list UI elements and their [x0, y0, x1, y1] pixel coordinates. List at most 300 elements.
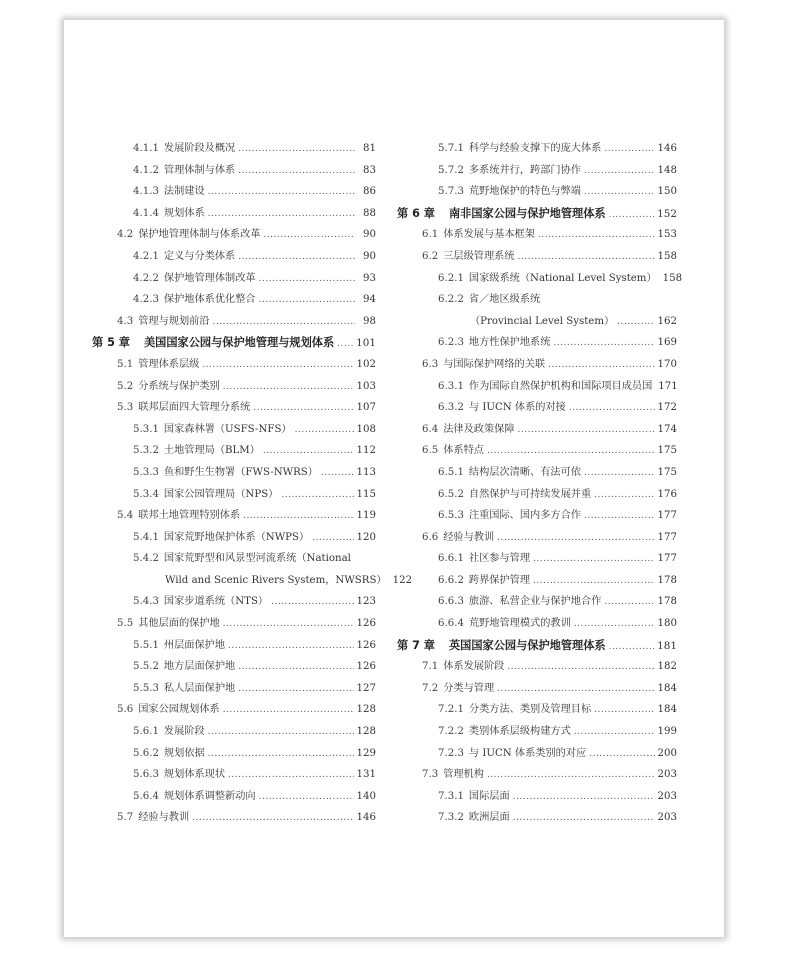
section-title: 国家级系统（National Level System）: [468, 272, 657, 284]
dot-leader: [584, 506, 655, 528]
page-number: 150: [657, 186, 677, 198]
toc-entry[interactable]: [92, 613, 376, 635]
dot-leader: [213, 312, 355, 334]
page-number: 199: [657, 726, 677, 738]
page-number: 182: [657, 661, 677, 673]
toc-entry[interactable]: [92, 419, 376, 441]
dot-leader: [574, 722, 655, 744]
page-number: 203: [657, 812, 677, 824]
page-number: 128: [356, 704, 376, 716]
section-title: 管理体制与体系: [163, 164, 236, 176]
section-title: 鱼和野生生物署（FWS-NWRS）: [163, 466, 318, 478]
section-number: 6.1: [422, 229, 439, 241]
section-title: 规划依据: [163, 747, 205, 759]
section-title: 与 IUCN 体系的对接: [468, 402, 566, 414]
toc-entry[interactable]: [397, 332, 677, 354]
dot-leader: [321, 463, 354, 485]
section-title: 规划体系: [163, 207, 205, 219]
page-number: 177: [657, 510, 677, 522]
page-number: 126: [356, 639, 376, 651]
dot-leader: [584, 182, 655, 204]
section-number: 7.2.1: [438, 704, 464, 716]
page-number: 115: [356, 488, 376, 500]
dot-leader: [497, 528, 654, 550]
page-number: 158: [662, 272, 683, 284]
section-number: 5.6.3: [133, 769, 159, 781]
section-number: 5.4.1: [133, 531, 159, 543]
section-number: 5.4.2: [133, 553, 159, 565]
page-number: 184: [657, 704, 677, 716]
dot-leader: [271, 592, 353, 614]
page-number: 90: [363, 229, 376, 241]
toc-entry[interactable]: [92, 268, 376, 290]
toc-entry[interactable]: [92, 397, 376, 419]
section-number: 5.7.1: [438, 143, 464, 154]
dot-leader: [604, 139, 654, 161]
page-number: 86: [363, 186, 376, 198]
section-number: 7.3.1: [438, 790, 464, 802]
section-title: 地方层面保护地: [163, 661, 236, 673]
section-number: 4.1.4: [133, 207, 159, 219]
section-number: 5.3.1: [133, 423, 159, 435]
page-number: 170: [657, 358, 677, 370]
section-number: 4.1.2: [133, 164, 159, 176]
section-title: Wild and Scenic Rivers System，NWSRS）: [165, 574, 387, 586]
section-number: 7.2.2: [438, 726, 464, 738]
book-page: [64, 20, 724, 937]
page-number: 171: [658, 380, 678, 392]
section-title: 国家荒野型和风景型河流系统（National: [163, 553, 351, 565]
toc-entry[interactable]: [397, 699, 677, 721]
section-number: 6.4: [422, 423, 439, 435]
section-title: 欧洲层面: [468, 812, 510, 824]
section-title: 联邦土地管理特别体系: [138, 510, 241, 522]
dot-leader: [513, 787, 655, 809]
dot-leader: [518, 247, 655, 269]
page-number: 98: [363, 315, 376, 327]
dot-leader: [202, 355, 353, 377]
toc-entry[interactable]: [92, 484, 376, 506]
section-title: 法律及政策保障: [443, 423, 515, 435]
toc-entry[interactable]: [397, 138, 677, 160]
section-number: 5.6.1: [133, 726, 159, 738]
toc-entry[interactable]: [92, 246, 376, 268]
page-number: 146: [356, 812, 376, 824]
page-number: 123: [356, 596, 376, 608]
toc-entry[interactable]: [397, 570, 677, 592]
toc-entry[interactable]: [397, 246, 677, 268]
dot-leader: [337, 334, 353, 356]
section-title: 保护地管理体制与体系改革: [138, 229, 261, 241]
toc-entry[interactable]: [397, 591, 677, 613]
section-title: 英国国家公园与保护地管理体系: [448, 638, 606, 652]
toc-entry[interactable]: [397, 160, 677, 182]
section-title: 体系发展与基本框架: [443, 229, 535, 241]
dot-leader: [548, 355, 654, 377]
section-number: 7.1: [422, 661, 439, 673]
section-number: 6.6.4: [438, 618, 464, 630]
dot-leader: [238, 161, 355, 183]
section-title: 国家公园管理局（NPS）: [163, 488, 279, 500]
toc-entry[interactable]: [397, 548, 677, 570]
page-number: 122: [392, 574, 413, 586]
toc-entry[interactable]: [92, 721, 376, 743]
section-title: 国家步道系统（NTS）: [163, 596, 269, 608]
section-number: 5.1: [117, 358, 134, 370]
section-number: 4.1.1: [133, 143, 159, 154]
page-number: 94: [363, 294, 376, 306]
section-number: 6.5.2: [438, 488, 464, 500]
section-number: 6.6.1: [438, 553, 464, 565]
page-number: 107: [356, 402, 376, 414]
dot-leader: [238, 679, 353, 701]
page-number: 200: [657, 747, 677, 759]
toc-entry[interactable]: [397, 721, 677, 743]
toc-entry[interactable]: [397, 397, 677, 419]
section-number: 6.6.2: [438, 574, 464, 586]
section-title: 自然保护与可持续发展并重: [468, 488, 592, 500]
section-title: 南非国家公园与保护地管理体系: [448, 206, 606, 220]
dot-leader: [513, 808, 655, 830]
section-number: 第 7 章: [397, 638, 435, 652]
section-number: 7.3: [422, 769, 439, 781]
page-number: 101: [356, 337, 376, 350]
section-number: 6.2.1: [438, 272, 464, 284]
section-title: 土地管理局（BLM）: [163, 445, 260, 457]
page-number: 181: [657, 639, 677, 652]
section-title: 州层面保护地: [163, 639, 226, 651]
page-number: 102: [356, 358, 376, 370]
toc-entry[interactable]: [92, 311, 376, 333]
page-number: 140: [356, 790, 376, 802]
toc-entry[interactable]: [397, 656, 677, 678]
toc-entry[interactable]: [92, 635, 376, 657]
section-number: 5.3.3: [133, 466, 159, 478]
section-number: 5.6: [117, 704, 134, 716]
dot-leader: [228, 636, 354, 658]
dot-leader: [208, 722, 354, 744]
section-number: 7.2.3: [438, 747, 464, 759]
toc-entry[interactable]: [92, 786, 376, 808]
toc-entry[interactable]: [397, 462, 677, 484]
section-title: 作为国际自然保护机构和国际项目成员国: [468, 380, 653, 392]
section-title: 经验与教训: [138, 812, 190, 824]
section-title: 体系特点: [443, 445, 484, 457]
toc-entry[interactable]: [92, 807, 376, 829]
section-title: 旅游、私营企业与保护地合作: [468, 596, 602, 608]
page-number: 203: [657, 790, 677, 802]
toc-entry[interactable]: [92, 203, 376, 225]
page-number: 152: [657, 207, 677, 220]
page-number: 81: [363, 143, 376, 154]
section-title: 管理机构: [443, 769, 484, 781]
dot-leader: [584, 161, 655, 183]
section-title: 三层级管理系统: [443, 250, 515, 262]
toc-entry[interactable]: [397, 181, 677, 203]
section-title: 社区参与管理: [468, 553, 531, 565]
page-number: 90: [363, 250, 376, 262]
section-number: 6.2: [422, 250, 439, 262]
page-number: 180: [657, 618, 677, 630]
page-number: 184: [657, 682, 677, 694]
page-number: 175: [657, 445, 677, 457]
section-title: 保护地体系优化整合: [163, 294, 256, 306]
page-number: 148: [657, 164, 677, 176]
toc-entry[interactable]: [92, 764, 376, 786]
section-title: 发展阶段: [163, 726, 205, 738]
toc-entry[interactable]: [92, 181, 376, 203]
dot-leader: [263, 225, 355, 247]
section-number: 5.5.2: [133, 661, 159, 673]
toc-chapter-entry[interactable]: [397, 635, 677, 657]
section-number: 6.5.1: [438, 466, 464, 478]
section-title: 国际层面: [468, 790, 510, 802]
section-title: 注重国际、国内多方合作: [468, 510, 581, 522]
section-title: 其他层面的保护地: [138, 618, 220, 630]
toc-entry[interactable]: [92, 354, 376, 376]
dot-leader: [238, 657, 353, 679]
section-number: 4.2.2: [133, 272, 159, 284]
toc-entry[interactable]: [92, 678, 376, 700]
section-number: 5.6.2: [133, 747, 159, 759]
dot-leader: [223, 700, 354, 722]
toc-chapter-entry[interactable]: [92, 332, 376, 354]
section-number: 4.3: [117, 315, 134, 327]
toc-entry[interactable]: [92, 440, 376, 462]
section-title: 管理体系层级: [138, 358, 200, 370]
toc-entry[interactable]: [397, 764, 677, 786]
toc-entry[interactable]: [397, 440, 677, 462]
page-number: 158: [657, 250, 677, 262]
toc-entry[interactable]: [92, 527, 376, 549]
toc-entry[interactable]: [92, 570, 413, 592]
dot-leader: [253, 398, 353, 420]
toc-entry[interactable]: [397, 484, 677, 506]
section-title: 经验与教训: [443, 531, 495, 543]
section-title: 与 IUCN 体系类别的对应: [468, 747, 587, 759]
section-title: 地方性保护地系统: [468, 337, 551, 349]
section-title: 荒野地保护的特色与弊端: [468, 186, 581, 198]
dot-leader: [238, 247, 355, 269]
section-number: 4.2.3: [133, 294, 159, 306]
section-title: 定义与分类体系: [163, 250, 236, 262]
toc-entry[interactable]: [92, 224, 376, 246]
section-number: 5.5.1: [133, 639, 159, 651]
toc-chapter-entry[interactable]: [397, 203, 677, 225]
section-number: 6.5.3: [438, 510, 464, 522]
section-title: 科学与经验支撑下的庞大体系: [468, 143, 602, 154]
dot-leader: [208, 744, 354, 766]
section-title: 保护地管理体制改革: [163, 272, 256, 284]
section-number: 5.2: [117, 380, 134, 392]
toc-entry[interactable]: [397, 289, 677, 311]
toc-entry[interactable]: [397, 678, 677, 700]
section-title: 规划体系现状: [163, 769, 226, 781]
section-title: 分系统与保护类别: [138, 380, 220, 392]
toc-entry[interactable]: [92, 591, 376, 613]
page-number: 88: [363, 207, 376, 219]
page-number: 169: [657, 337, 677, 349]
dot-leader: [518, 420, 655, 442]
dot-leader: [604, 592, 654, 614]
page-number: 177: [657, 531, 677, 543]
section-number: 5.3.4: [133, 488, 159, 500]
dot-leader: [609, 637, 655, 659]
dot-leader: [533, 571, 655, 593]
dot-leader: [533, 549, 655, 571]
section-title: 与国际保护网络的关联: [443, 358, 546, 370]
page-number: 175: [657, 466, 677, 478]
toc-entry[interactable]: [397, 311, 677, 333]
dot-leader: [208, 182, 355, 204]
dot-leader: [243, 506, 353, 528]
toc-entry[interactable]: [92, 656, 376, 678]
section-number: 第 5 章: [92, 336, 130, 350]
toc-entry[interactable]: [92, 289, 376, 311]
section-number: 5.7.2: [438, 164, 464, 176]
section-number: 7.2: [422, 682, 439, 694]
section-title: 类别体系层级构建方式: [468, 726, 571, 738]
toc-entry[interactable]: [92, 138, 376, 160]
section-number: 6.5: [422, 445, 439, 457]
toc-entry[interactable]: [92, 160, 376, 182]
dot-leader: [259, 787, 354, 809]
section-title: 多系统并行，跨部门协作: [468, 164, 581, 176]
toc-entry[interactable]: [397, 743, 677, 765]
section-number: 5.4.3: [133, 596, 159, 608]
toc-entry[interactable]: [397, 613, 677, 635]
section-title: 美国国家公园与保护地管理与规划体系: [143, 336, 335, 350]
dot-leader: [312, 528, 353, 550]
page-number: 126: [356, 618, 376, 630]
toc-entry[interactable]: [397, 354, 677, 376]
dot-leader: [295, 420, 354, 442]
page-number: 162: [657, 315, 677, 327]
section-number: 6.2.3: [438, 337, 464, 349]
dot-leader: [617, 312, 654, 334]
toc-entry[interactable]: [92, 376, 376, 398]
toc-entry[interactable]: [397, 224, 677, 246]
dot-leader: [281, 485, 353, 507]
dot-leader: [259, 290, 355, 312]
page-number: 153: [657, 229, 677, 241]
page-number: 176: [657, 488, 677, 500]
section-title: 分类方法、类别及管理目标: [468, 704, 592, 716]
section-number: 6.3.2: [438, 402, 464, 414]
section-number: 6.2.2: [438, 294, 464, 306]
toc-entry[interactable]: [92, 743, 376, 765]
dot-leader: [223, 377, 354, 399]
dot-leader: [589, 744, 654, 766]
page-number: 177: [657, 553, 677, 565]
page-number: 129: [356, 747, 376, 759]
section-number: 5.7.3: [438, 186, 464, 198]
page-number: 127: [356, 682, 376, 694]
dot-leader: [259, 269, 355, 291]
section-title: 国家荒野地保护体系（NWPS）: [163, 531, 310, 543]
dot-leader: [228, 765, 354, 787]
section-title: 规划体系调整新动向: [163, 790, 256, 802]
page-number: 93: [363, 272, 376, 284]
toc-entry[interactable]: [397, 786, 677, 808]
section-number: 5.6.4: [133, 790, 159, 802]
section-title: 跨界保护管理: [468, 574, 531, 586]
page-number: 126: [356, 661, 376, 673]
dot-leader: [553, 333, 654, 355]
section-number: 5.3: [117, 402, 134, 414]
section-title: 国家公园规划体系: [138, 704, 220, 716]
dot-leader: [223, 614, 354, 636]
section-title: 法制建设: [163, 186, 205, 198]
dot-leader: [208, 204, 355, 226]
page-number: 203: [657, 769, 677, 781]
dot-leader: [263, 441, 354, 463]
section-title: 联邦层面四大管理分系统: [138, 402, 251, 414]
section-title: 私人层面保护地: [163, 682, 236, 694]
page-number: 119: [356, 510, 376, 522]
dot-leader: [569, 398, 655, 420]
page-number: 178: [657, 596, 677, 608]
toc-column-right: [397, 138, 683, 829]
dot-leader: [487, 765, 655, 787]
page-number: 103: [356, 380, 376, 392]
section-number: 4.2: [117, 229, 134, 241]
dot-leader: [594, 700, 654, 722]
page-number: 108: [356, 423, 376, 435]
toc-entry[interactable]: [397, 527, 677, 549]
section-title: 国家森林署（USFS-NFS）: [163, 423, 292, 435]
section-title: 荒野地管理模式的教训: [468, 618, 571, 630]
page-number: 178: [657, 574, 677, 586]
section-title: 发展阶段及概况: [163, 143, 236, 154]
page-number: 131: [356, 769, 376, 781]
section-number: 6.6: [422, 531, 439, 543]
toc-entry[interactable]: [92, 699, 376, 721]
section-title: （Provincial Level System）: [470, 315, 615, 327]
page-number: 120: [356, 531, 376, 543]
toc-entry[interactable]: [397, 505, 677, 527]
dot-leader: [507, 657, 654, 679]
section-title: 结构层次清晰、有法可依: [468, 466, 581, 478]
toc-entry[interactable]: [397, 807, 677, 829]
page-number: 113: [356, 466, 376, 478]
dot-leader: [584, 463, 655, 485]
dot-leader: [238, 139, 355, 161]
dot-leader: [574, 614, 655, 636]
page-number: 174: [657, 423, 677, 435]
page-number: 128: [356, 726, 376, 738]
toc-column-left: [92, 138, 413, 829]
section-title: 省／地区级系统: [468, 294, 541, 306]
dot-leader: [487, 441, 655, 463]
section-number: 6.6.3: [438, 596, 464, 608]
page-number: 172: [657, 402, 677, 414]
section-number: 5.3.2: [133, 445, 159, 457]
section-title: 管理与规划前沿: [138, 315, 210, 327]
toc-entry[interactable]: [92, 505, 376, 527]
section-number: 6.3: [422, 358, 439, 370]
section-number: 第 6 章: [397, 206, 435, 220]
toc-entry[interactable]: [92, 462, 376, 484]
dot-leader: [497, 679, 654, 701]
section-title: 体系发展阶段: [443, 661, 505, 673]
toc-entry[interactable]: [92, 548, 376, 570]
dot-leader: [594, 485, 654, 507]
toc-entry[interactable]: [397, 419, 677, 441]
toc-entry[interactable]: [397, 376, 677, 398]
section-number: 5.5: [117, 618, 134, 630]
toc-entry[interactable]: [397, 268, 683, 290]
